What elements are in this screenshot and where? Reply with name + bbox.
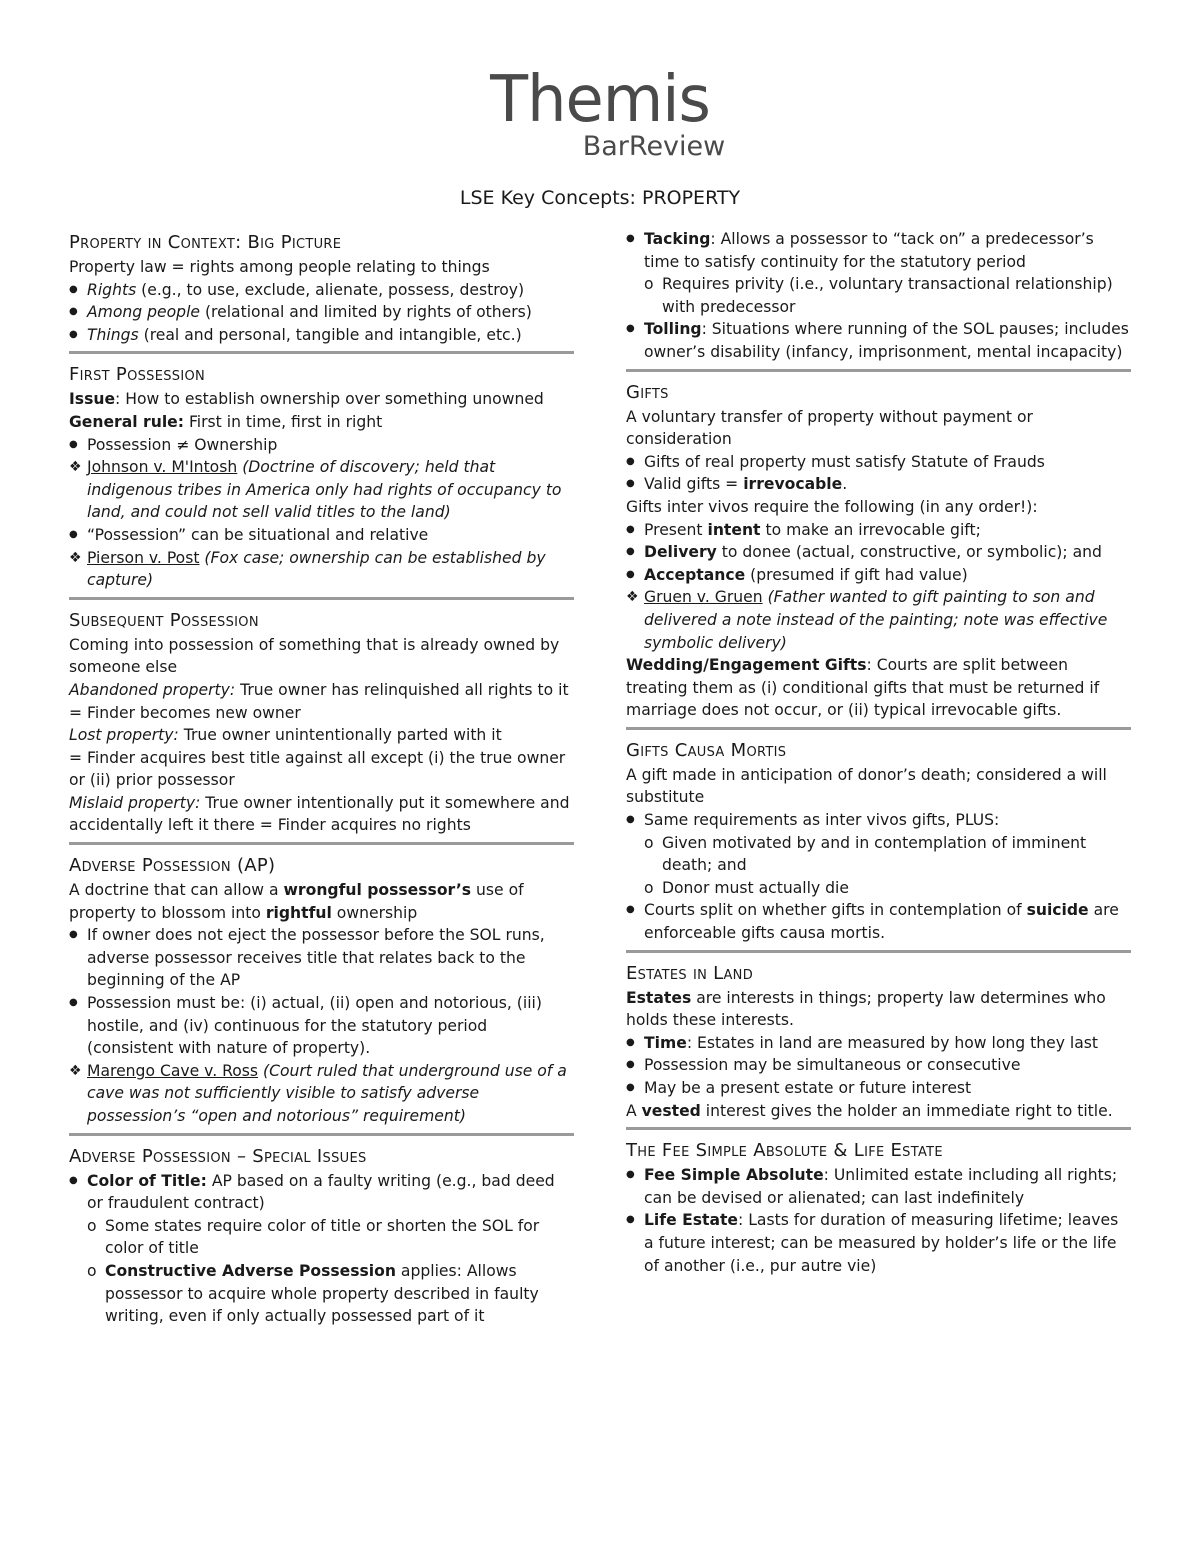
case-description: (Court ruled that underground use of a cave was not sufficiently visible to satisfy adverse possession’s “open and notorious” requirement)	[87, 1061, 567, 1125]
section-adverse-possession	[69, 853, 574, 1128]
case-item	[626, 586, 1131, 654]
list-item	[626, 899, 1131, 944]
section-subsequent-possession	[69, 608, 574, 837]
term: Estates	[626, 988, 692, 1007]
issue-line	[69, 388, 574, 411]
sub-list-item: o Some states require color of title or shorten the SOL for color of title	[69, 1215, 574, 1260]
section-title: Property in Context: Big Picture	[69, 232, 342, 253]
section-intro	[69, 879, 574, 924]
term: Abandoned property:	[69, 680, 236, 699]
section-divider	[69, 597, 574, 600]
right-column	[626, 228, 1131, 1277]
list-item: ● Same requirements as inter vivos gifts, PLUS:	[626, 809, 1131, 832]
term: Color of Title:	[87, 1171, 207, 1190]
left-column	[69, 230, 574, 1328]
text: are enforceable gifts causa mortis.	[644, 901, 1119, 943]
list-item: ● May be a present estate or future interest	[626, 1077, 1131, 1100]
text: : Situations where running of the SOL pauses; includes owner’s disability (infancy, imprisonment, mental incapacity)	[644, 320, 1129, 361]
text: .	[842, 475, 848, 494]
case-description: (Fox case; ownership can be established by capture)	[87, 548, 546, 590]
rule-line	[69, 411, 574, 434]
logo-wordmark: Themis	[490, 63, 710, 137]
list-item	[626, 318, 1131, 363]
section-intro: Coming into possession of something that is already owned by someone else	[69, 635, 560, 677]
vested-interest	[626, 1100, 1131, 1123]
text: (presumed if gift had value)	[745, 565, 968, 584]
section-title: Adverse Possession (AP)	[69, 855, 276, 877]
abandoned-property	[69, 679, 574, 724]
term: suicide	[1026, 901, 1089, 920]
section-tacking-tolling	[626, 228, 1131, 364]
case-item	[69, 456, 574, 524]
term: intent	[707, 520, 761, 539]
term: Mislaid property:	[69, 793, 201, 812]
text: use of property to blossom into	[69, 881, 524, 922]
text: True owner unintentionally parted with it	[178, 726, 502, 745]
list-item	[626, 519, 1131, 542]
section-title: The Fee Simple Absolute & Life Estate	[626, 1140, 943, 1162]
term: Constructive Adverse Possession	[105, 1261, 396, 1280]
list-item	[626, 541, 1131, 564]
text: to make an irrevocable gift;	[760, 520, 981, 539]
label: General rule:	[69, 412, 184, 431]
case-description: (Father wanted to gift painting to son and delivered a note instead of the painting; note was effective symbolic delivery)	[644, 588, 1108, 652]
themis-logo	[0, 63, 1200, 162]
term: Delivery	[644, 543, 717, 562]
wedding-gifts	[626, 654, 1131, 722]
term: Time	[644, 1033, 687, 1052]
term: Lost property:	[69, 726, 179, 745]
list-item: ● Possession may be simultaneous or consecutive	[626, 1054, 1131, 1077]
term: Fee Simple Absolute	[644, 1166, 824, 1185]
document-title: LSE Key Concepts: PROPERTY	[459, 187, 741, 209]
text: : Unlimited estate including all rights; can be devised or alienated; can last indefinitely	[644, 1166, 1118, 1207]
list-item: ● Possession must be: (i) actual, (ii) open and notorious, (iii) hostile, and (iv) continuous for the statutory period (consistent with nature of property).	[69, 992, 574, 1060]
text: : How to establish ownership over something unowned	[115, 390, 544, 409]
section-property-in-context	[69, 230, 574, 346]
text: Courts split on whether gifts in contemplation of	[644, 901, 1027, 920]
list-item	[626, 1032, 1131, 1055]
section-divider	[626, 950, 1131, 953]
term: Acceptance	[644, 565, 746, 584]
text: ownership	[331, 903, 418, 922]
text: Present	[644, 520, 708, 539]
label: Issue	[69, 390, 116, 409]
text: : Lasts for duration of measuring lifetime; leaves a future interest; can be measured by holder’s life or the life of another (i.e., pur autre vie)	[644, 1211, 1119, 1275]
list-item	[69, 324, 574, 347]
list-item	[69, 1170, 574, 1215]
list-item	[626, 228, 1131, 273]
list-item	[626, 473, 1131, 496]
section-title: Gifts	[626, 381, 669, 403]
list-item	[69, 301, 574, 324]
sub-list-item: o Donor must actually die	[626, 877, 1131, 900]
list-item	[626, 1164, 1131, 1209]
list-item: ● If owner does not eject the possessor before the SOL runs, adverse possessor receives title that relates back to the beginning of the AP	[69, 924, 574, 992]
text: to donee (actual, constructive, or symbolic); and	[716, 543, 1102, 562]
term: Things	[87, 325, 139, 344]
case-item	[69, 547, 574, 592]
section-adverse-possession-special	[69, 1144, 574, 1328]
term: Tacking	[644, 230, 711, 248]
term: Rights	[87, 280, 137, 299]
text: A	[626, 1101, 642, 1120]
list-item: ● “Possession” can be situational and relative	[69, 524, 574, 547]
text: (relational and limited by rights of others)	[200, 303, 532, 322]
text: True owner intentionally put it somewhere and accidentally left it there = Finder acquires no rights	[69, 793, 570, 835]
text: Valid gifts =	[644, 475, 744, 494]
section-estates-in-land	[626, 961, 1131, 1123]
list-item	[626, 1209, 1131, 1277]
text: True owner has relinquished all rights to it = Finder becomes new owner	[69, 680, 569, 722]
section-fee-simple-life-estate	[626, 1138, 1131, 1277]
case-name: Johnson v. M'Intosh	[87, 458, 238, 477]
term: Life Estate	[644, 1211, 739, 1230]
term: wrongful possessor’s	[283, 881, 472, 900]
list-item	[626, 564, 1131, 587]
case-item	[69, 1060, 574, 1128]
case-name: Gruen v. Gruen	[644, 588, 763, 607]
lost-property	[69, 724, 574, 747]
section-divider	[626, 1127, 1131, 1130]
section-title: Estates in Land	[626, 962, 754, 984]
section-title: Gifts Causa Mortis	[626, 739, 787, 761]
section-divider	[69, 842, 574, 845]
term: irrevocable	[743, 475, 843, 494]
case-description: (Doctrine of discovery; held that indigenous tribes in America only had rights of occupancy to land, and could not sell valid titles to the land)	[87, 458, 562, 522]
sub-list-item: o Given motivated by and in contemplation of imminent death; and	[626, 832, 1131, 877]
text: (real and personal, tangible and intangible, etc.)	[138, 325, 522, 344]
section-intro: Property law = rights among people relating to things	[69, 258, 490, 276]
mislaid-property	[69, 792, 574, 837]
text: (e.g., to use, exclude, alienate, possess, destroy)	[136, 280, 525, 299]
section-gifts-causa-mortis	[626, 738, 1131, 945]
sub-list-item: o Requires privity (i.e., voluntary transactional relationship) with predecessor	[626, 273, 1131, 318]
section-divider	[626, 727, 1131, 730]
term: vested	[641, 1101, 701, 1120]
text: : Allows a possessor to “tack on” a predecessor’s time to satisfy continuity for the statutory period	[644, 230, 1094, 271]
section-intro	[626, 987, 1131, 1032]
section-title: Adverse Possession – Special Issues	[69, 1145, 367, 1167]
section-divider	[626, 369, 1131, 372]
section-title: First Possession	[69, 364, 206, 386]
section-gifts	[626, 380, 1131, 722]
text: : Estates in land are measured by how long they last	[686, 1033, 1099, 1052]
text: First in time, first in right	[184, 412, 383, 431]
list-item	[69, 279, 574, 302]
text: are interests in things; property law determines who holds these interests.	[626, 988, 1106, 1030]
case-name: Pierson v. Post	[87, 548, 200, 567]
section-divider	[69, 1133, 574, 1136]
text: AP based on a faulty writing (e.g., bad deed or fraudulent contract)	[87, 1171, 555, 1213]
sub-list-item	[69, 1260, 574, 1328]
section-title: Subsequent Possession	[69, 609, 259, 631]
term: rightful	[265, 903, 332, 922]
term: Tolling	[644, 320, 702, 339]
logo-subtitle: BarReview	[582, 131, 726, 162]
list-item: ● Possession ≠ Ownership	[69, 434, 574, 457]
list-item: ● Gifts of real property must satisfy Statute of Frauds	[626, 451, 1131, 474]
section-intro: A voluntary transfer of property without payment or consideration	[626, 407, 1033, 449]
text: interest gives the holder an immediate right to title.	[700, 1101, 1113, 1120]
text: applies: Allows possessor to acquire whole property described in faulty writing, even if only actually possessed part of it	[105, 1261, 539, 1326]
term: Wedding/Engagement Gifts	[626, 656, 867, 675]
section-intro: A gift made in anticipation of donor’s death; considered a will substitute	[626, 765, 1107, 807]
requirements-intro: Gifts inter vivos require the following (in any order!):	[626, 497, 1038, 516]
term: Among people	[87, 303, 200, 322]
lost-property-rule: = Finder acquires best title against all except (i) the true owner or (ii) prior possessor	[69, 748, 566, 790]
text: A doctrine that can allow a	[69, 881, 284, 900]
case-name: Marengo Cave v. Ross	[87, 1061, 259, 1080]
section-first-possession	[69, 362, 574, 591]
section-divider	[69, 351, 574, 354]
text: : Courts are split between treating them as (i) conditional gifts that must be returned if marriage does not occur, or (ii) typical irrevocable gifts.	[626, 656, 1100, 720]
